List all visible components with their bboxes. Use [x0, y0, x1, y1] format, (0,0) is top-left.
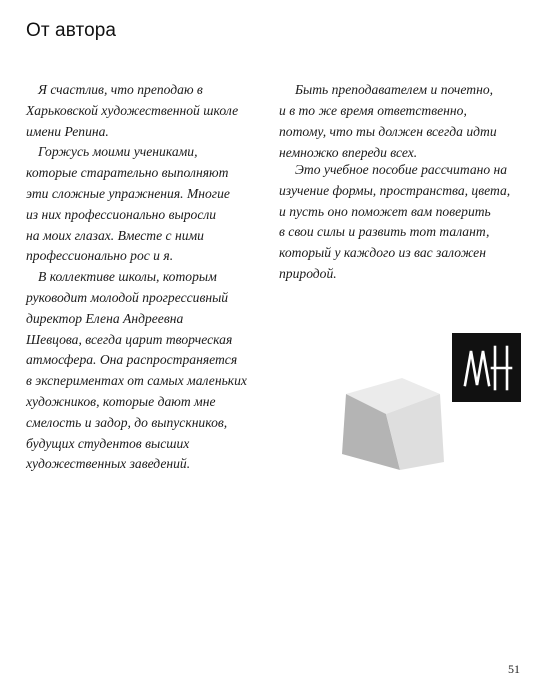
text-line: атмосфера. Она распространяется: [26, 352, 238, 368]
text-line: немножко впереди всех.: [279, 144, 418, 160]
studio-logo: [452, 333, 521, 402]
page-number: 51: [508, 662, 520, 676]
text-line: художников, которые дают мне: [26, 393, 216, 409]
text-line: который у каждого из вас заложен: [279, 245, 486, 261]
mn-monogram-icon: [452, 333, 521, 402]
left-text-column: [26, 80, 247, 475]
text-line: Быть преподавателем и почетно,: [295, 82, 494, 97]
text-line: на моих глазах. Вместе с ними: [26, 227, 204, 243]
text-line: в экспериментах от самых маленьких: [26, 373, 247, 389]
text-line: Шевцова, всегда царит творческая: [26, 331, 233, 347]
text-line: изучение формы, пространства, цвета,: [279, 182, 511, 198]
text-line: Харьковской художественной школе: [26, 102, 239, 118]
text-line: из них профессионально выросли: [26, 206, 217, 222]
text-line: и в то же время ответственно,: [279, 102, 467, 118]
text-line: которые старательно выполняют: [26, 165, 229, 181]
text-line: в свои силы и развить тот талант,: [279, 224, 490, 240]
right-text-column-body: [279, 160, 510, 285]
text-line: В коллективе школы, которым: [38, 269, 217, 285]
text-line: и пусть оно поможет вам поверить: [279, 203, 491, 219]
text-line: Это учебное пособие рассчитано на: [295, 162, 508, 177]
cube-illustration: [340, 372, 446, 477]
text-line: смелость и задор, до выпускников,: [26, 414, 228, 430]
text-line: имени Репина.: [26, 123, 109, 139]
text-line: эти сложные упражнения. Многие: [26, 185, 230, 201]
text-line: руководит молодой прогрессивный: [26, 289, 229, 305]
text-line: художественных заведений.: [26, 456, 191, 472]
right-text-column-intro: [279, 80, 497, 164]
text-line: природой.: [279, 265, 337, 281]
text-line: Горжусь моими учениками,: [38, 144, 198, 160]
text-line: будущих студентов высших: [26, 435, 190, 451]
text-line: профессионально рос и я.: [26, 248, 174, 264]
text-line: потому, что ты должен всегда идти: [279, 123, 497, 139]
text-line: Я счастлив, что преподаю в: [38, 82, 203, 97]
text-line: директор Елена Андреевна: [26, 310, 184, 326]
page-title: От автора: [26, 20, 117, 41]
cube-icon: [340, 372, 446, 472]
